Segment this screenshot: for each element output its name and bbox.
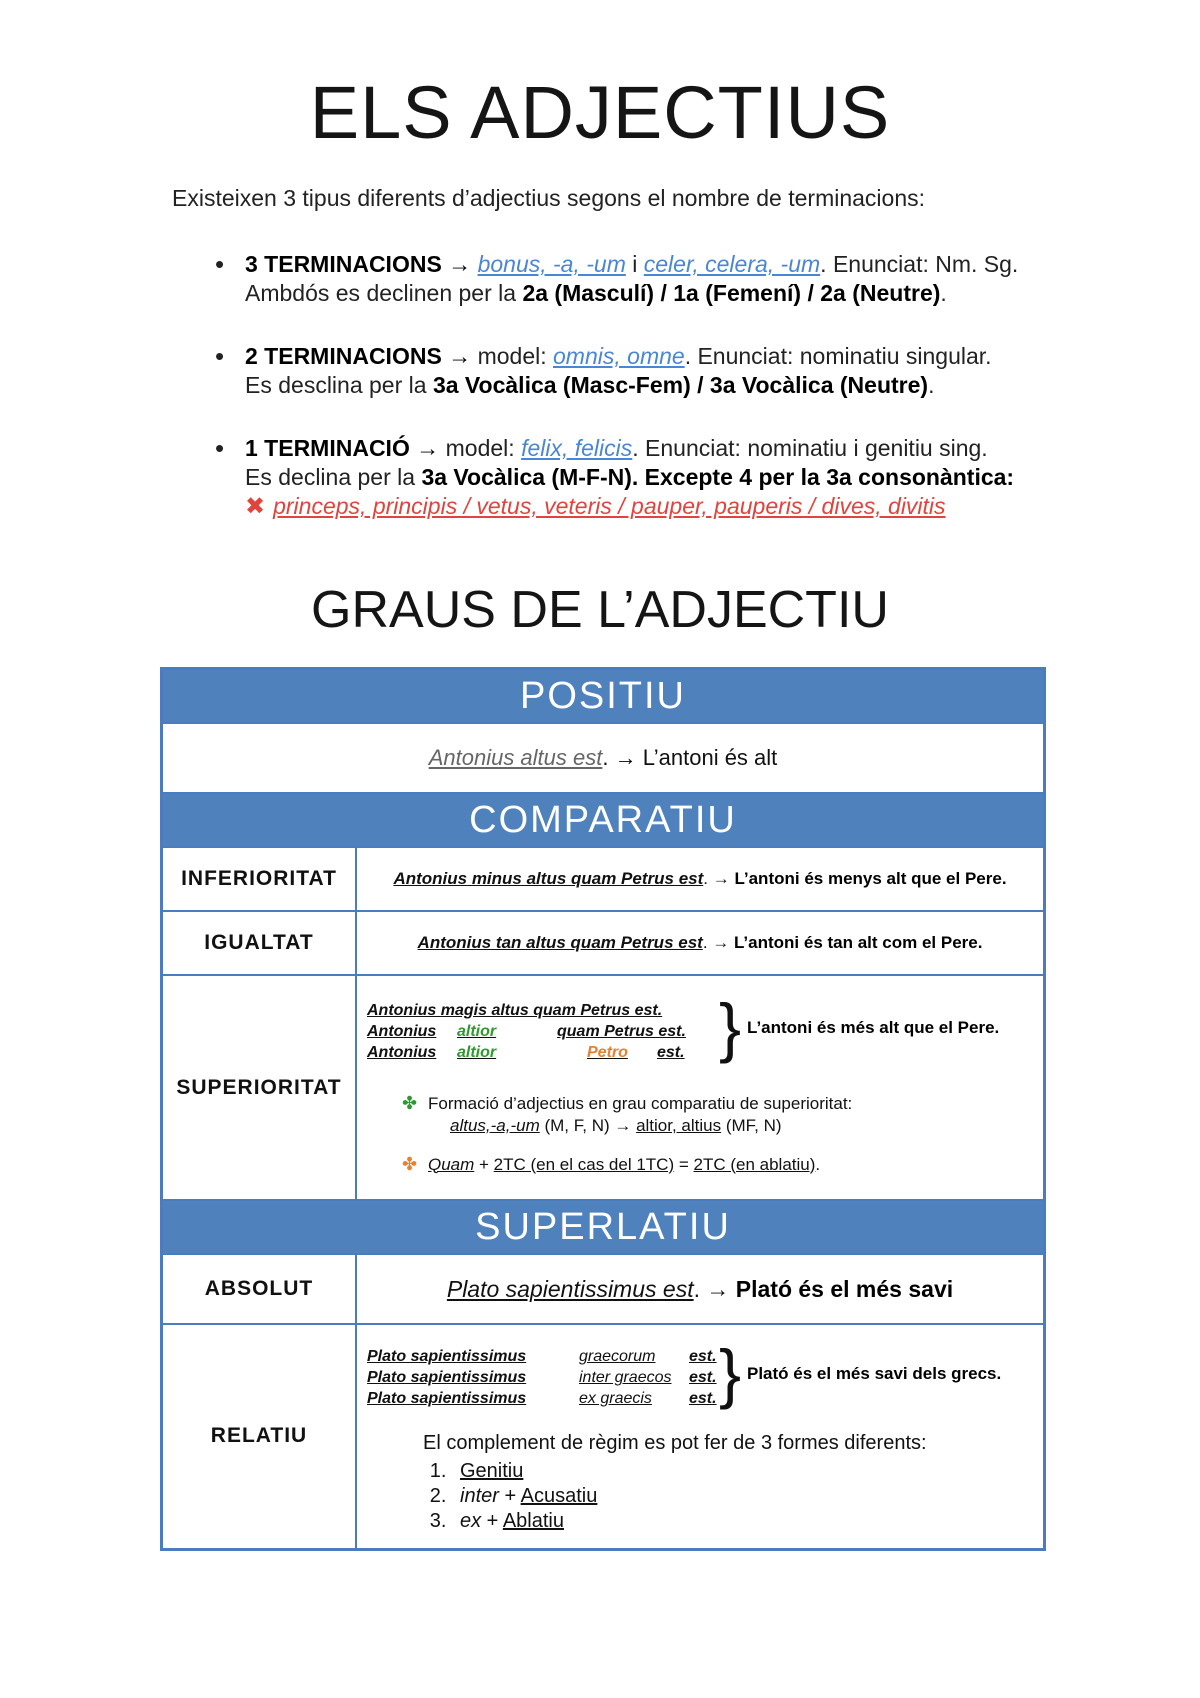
latin-word: est. [689, 1369, 717, 1387]
translation: L’antoni és alt [642, 745, 778, 770]
regime-note: El complement de règim es pot fer de 3 formes diferents: [423, 1432, 927, 1455]
case-name: Ablatiu [502, 1510, 564, 1533]
bullet-2-terminacions [215, 342, 1095, 400]
list-item [452, 1459, 1043, 1484]
bullet-heading: 3 TERMINACIONS [245, 251, 442, 277]
bullet-list [215, 250, 1095, 555]
bullet-text: Ambdós es declinen per la [245, 280, 523, 306]
bullet-icon: • [215, 249, 225, 279]
latin-word: Antonius [367, 1043, 437, 1061]
bullet-3-terminacions [215, 250, 1095, 308]
formation-note [357, 1082, 1043, 1137]
latin-word: Antonius [367, 1022, 437, 1040]
note-text: . [815, 1154, 821, 1174]
bullet-1-terminacio [215, 434, 1095, 521]
preposition: ex [460, 1510, 482, 1533]
latin-sentence: Antonius tan altus quam Petrus est [417, 933, 703, 952]
latin-sentence [367, 1388, 1043, 1409]
latin-sentence [367, 1042, 1043, 1063]
latin-word: est. [689, 1390, 717, 1408]
example-link[interactable]: felix, felicis [521, 435, 633, 461]
latin-sentence: Antonius magis altus quam Petrus est. [367, 1001, 663, 1019]
bullet-text: model: [439, 435, 522, 461]
arrow-icon: → [614, 745, 637, 770]
note-text: Formació d’adjectius en grau comparatiu de superioritat: [428, 1093, 853, 1113]
note-text: (MF, N) [721, 1115, 782, 1135]
arrow-icon: → [416, 435, 440, 461]
latin-sentence: Antonius altus est [428, 745, 603, 770]
relatiu-row [356, 1324, 1045, 1549]
latin-word: altior [457, 1043, 497, 1061]
list-item: 2. inter + Acusatiu [452, 1484, 1043, 1509]
note-text: 2TC (en ablatiu) [693, 1154, 816, 1174]
translation: L’antoni és menys alt que el Pere. [734, 869, 1007, 888]
arrow-icon: → [448, 251, 472, 277]
bullet-icon: • [215, 433, 225, 463]
latin-word: est. [657, 1043, 685, 1061]
quam-note [357, 1137, 1043, 1186]
bullet-heading: 2 TERMINACIONS [245, 343, 442, 369]
bullet-heading: 1 TERMINACIÓ [245, 435, 410, 461]
preposition: inter [460, 1485, 499, 1508]
flower-icon: ✤ [402, 1092, 418, 1113]
intro-text: Existeixen 3 tipus diferents d’adjectius segons el nombre de terminacions: [172, 185, 926, 211]
translation: L’antoni és tan alt com el Pere. [733, 933, 983, 952]
brace-icon: } [719, 1336, 742, 1411]
bullet-icon: • [215, 341, 225, 371]
flower-icon: ✤ [402, 1153, 418, 1174]
superlatiu-header: SUPERLATIU [162, 1200, 1045, 1254]
translation: L’antoni és més alt que el Pere. [747, 1017, 1000, 1037]
list-item: 3. ex + Ablatiu [452, 1509, 1043, 1534]
bullet-text: . Enunciat: Nm. Sg. [820, 251, 1019, 277]
comparatiu-header: COMPARATIU [162, 793, 1045, 847]
degrees-table [160, 667, 1046, 1551]
absolut-label: ABSOLUT [162, 1254, 357, 1324]
bullet-text: . Enunciat: nominatiu singular. [684, 343, 992, 369]
translation: Plató és el més savi dels grecs. [747, 1364, 1002, 1384]
note-text: + [474, 1154, 494, 1174]
arrow-icon: → [448, 343, 472, 369]
punctuation: . [940, 280, 947, 306]
section-title: GRAUS DE L’ADJECTIU [311, 581, 889, 639]
translation: Plató és el més savi [735, 1275, 954, 1302]
latin-word: Plato sapientissimus [367, 1390, 527, 1408]
bullet-text: model: [471, 343, 554, 369]
bullet-text: Es desclina per la [245, 372, 433, 398]
bullet-text: Es declina per la [245, 464, 422, 490]
igualtat-row: Antonius tan altus quam Petrus est. → L’antoni és tan alt com el Pere. [356, 911, 1045, 975]
page-title: ELS ADJECTIUS [309, 71, 891, 154]
note-text: altus,-a,-um [450, 1115, 540, 1135]
latin-word: Plato sapientissimus [367, 1369, 527, 1387]
example-link[interactable]: celer, celera, -um [643, 251, 821, 277]
declension-text: 3a Vocàlica (M-F-N). Excepte 4 per la 3a consonàntica: [421, 464, 1015, 490]
inferioritat-row: Antonius minus altus quam Petrus est. → L’antoni és menys alt que el Pere. [356, 847, 1045, 911]
latin-word: est. [689, 1348, 717, 1366]
note-text: altior, altius [636, 1115, 722, 1135]
case-name: Genitiu [460, 1460, 524, 1483]
relatiu-label: RELATIU [162, 1324, 357, 1549]
punctuation: . [928, 372, 935, 398]
declension-text: 2a (Masculí) / 1a (Femení) / 2a (Neutre) [522, 280, 941, 306]
absolut-row: Plato sapientissimus est. → Plató és el més savi [356, 1254, 1045, 1324]
connector-text: i [625, 251, 644, 277]
exceptions-link[interactable]: princeps, principis / vetus, veteris / pauper, pauperis / dives, divitis [273, 493, 946, 519]
igualtat-label: IGUALTAT [162, 911, 357, 975]
example-link[interactable]: omnis, omne [553, 343, 685, 369]
declension-text: 3a Vocàlica (Masc-Fem) / 3a Vocàlica (Neutre) [432, 372, 929, 398]
latin-word: quam Petrus est. [557, 1022, 686, 1040]
note-text: = [674, 1154, 694, 1174]
superioritat-row [356, 975, 1045, 1200]
cross-icon: ✖ [245, 493, 266, 520]
latin-word: Petro [587, 1043, 628, 1061]
latin-word: Plato sapientissimus [367, 1348, 527, 1366]
latin-word: altior [457, 1022, 497, 1040]
brace-icon: } [719, 989, 742, 1064]
latin-word: ex graecis [579, 1390, 652, 1408]
superioritat-label: SUPERIORITAT [162, 975, 357, 1200]
latin-word: inter graecos [579, 1369, 672, 1387]
latin-sentence: Plato sapientissimus est [446, 1275, 694, 1302]
regime-list [357, 1459, 1043, 1534]
positiu-header: POSITIU [162, 669, 1045, 724]
example-link[interactable]: bonus, -a, -um [477, 251, 626, 277]
latin-word: graecorum [579, 1348, 656, 1366]
inferioritat-label: INFERIORITAT [162, 847, 357, 911]
latin-sentence: Antonius minus altus quam Petrus est [393, 869, 704, 888]
note-text: Quam [428, 1154, 475, 1174]
positiu-row: Antonius altus est. → L’antoni és alt [162, 723, 1045, 793]
note-text: (M, F, N) → [539, 1115, 637, 1135]
note-text: 2TC (en el cas del 1TC) [493, 1154, 675, 1174]
case-name: Acusatiu [520, 1485, 598, 1508]
bullet-text: . Enunciat: nominatiu i genitiu sing. [632, 435, 988, 461]
